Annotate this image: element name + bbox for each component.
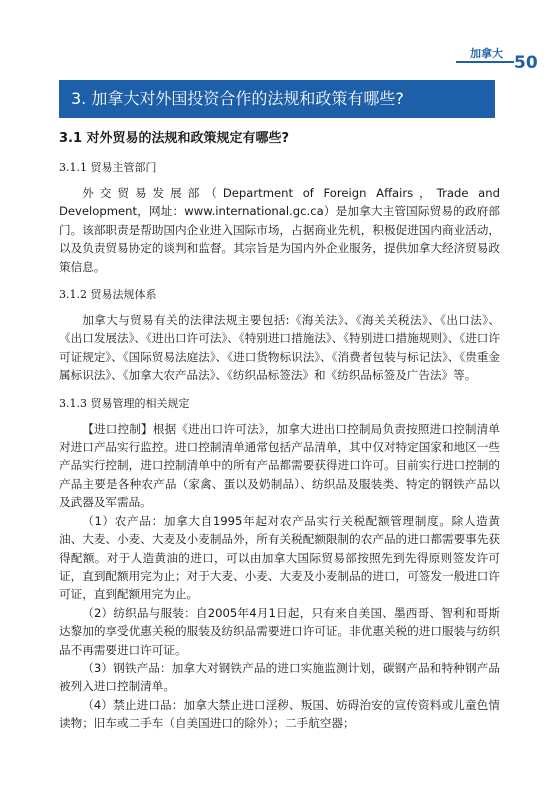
page-number: 50 [514, 53, 538, 73]
header-divider [456, 61, 514, 63]
subsection-heading-3: 3.1.3 贸易管理的相关规定 [59, 396, 190, 410]
subsection-heading-2: 3.1.2 贸易法规体系 [59, 288, 157, 302]
paragraph: 加拿大与贸易有关的法律法规主要包括:《海关法》、《海关关税法》、《出口法》、《出口发展法》、《进出口许可法》、《特别进口措施法》、《特别进口措施规则》、《进口许可证规定》、《国际贸易法庭法》、《进口货物标识法》、《消费者包装与标记法》、《贵重金属标识法》、《加拿大农产品法》、《纺织品标签法》和《纺织品标签及广告法》等。 [59, 313, 500, 383]
paragraph: （1）农产品：加拿大自1995年起对农产品实行关税配额管理制度。除人造黄油、大麦、小麦、大麦及小麦制品外，所有关税配额限制的农产品的进口都需要事先获得配额。对于人造黄油的进口，可以由加拿大国际贸易部按照先到先得原则签发许可证，直到配额用完为止；对于大麦、小麦、大麦及小麦制品的进口，可签发一般进口许可证，直到配额用完为止。 [59, 513, 500, 602]
paragraph: （4）禁止进口品：加拿大禁止进口淫秽、叛国、妨碍治安的宣传资料或儿童色情读物；旧车或二手车（自美国进口的除外）；二手航空器； [59, 697, 500, 731]
chapter-title-bar [59, 80, 495, 118]
paragraph: （3）钢铁产品：加拿大对钢铁产品的进口实施监测计划，碳钢产品和特种钢产品被列入进口控制清单。 [59, 660, 500, 694]
paragraph: 外交贸易发展部（Department of Foreign Affairs，Trade and Development，网址：www.international.gc.ca）是加拿大主管国际贸易的政府部门。该部职责是帮助国内企业进入国际市场，占据商业先机，积极促进国内商业活动，以及负责贸易协定的谈判和监督。其宗旨是为国内外企业服务，提供加拿大经济贸易政策信息。 [59, 186, 500, 274]
section-heading: 3.1 对外贸易的法规和政策规定有哪些? [59, 131, 290, 146]
chapter-title: 3. 加拿大对外国投资合作的法规和政策有哪些? [71, 89, 404, 108]
paragraph: 【进口控制】根据《进出口许可法》，加拿大进出口控制局负责按照进口控制清单对进口产品实行监控。进口控制清单通常包括产品清单，其中仅对特定国家和地区一些产品实行控制，进口控制清单中的所有产品都需要获得进口许可。目前实行进口控制的产品主要是各种农产品（家禽、蛋以及奶制品）、纺织品及服装类、特定的钢铁产品以及武器及军需品。 [59, 421, 500, 510]
subsection-heading-1: 3.1.1 贸易主管部门 [59, 161, 157, 174]
page-content [59, 124, 500, 733]
paragraph: （2）纺织品与服装：自2005年4月1日起，只有来自美国、墨西哥、智利和哥斯达黎加的享受优惠关税的服装及纺织品需要进口许可证。非优惠关税的进口服装与纺织品不再需要进口许可证。 [59, 605, 500, 657]
header-section-label: 加拿大 [470, 47, 503, 60]
